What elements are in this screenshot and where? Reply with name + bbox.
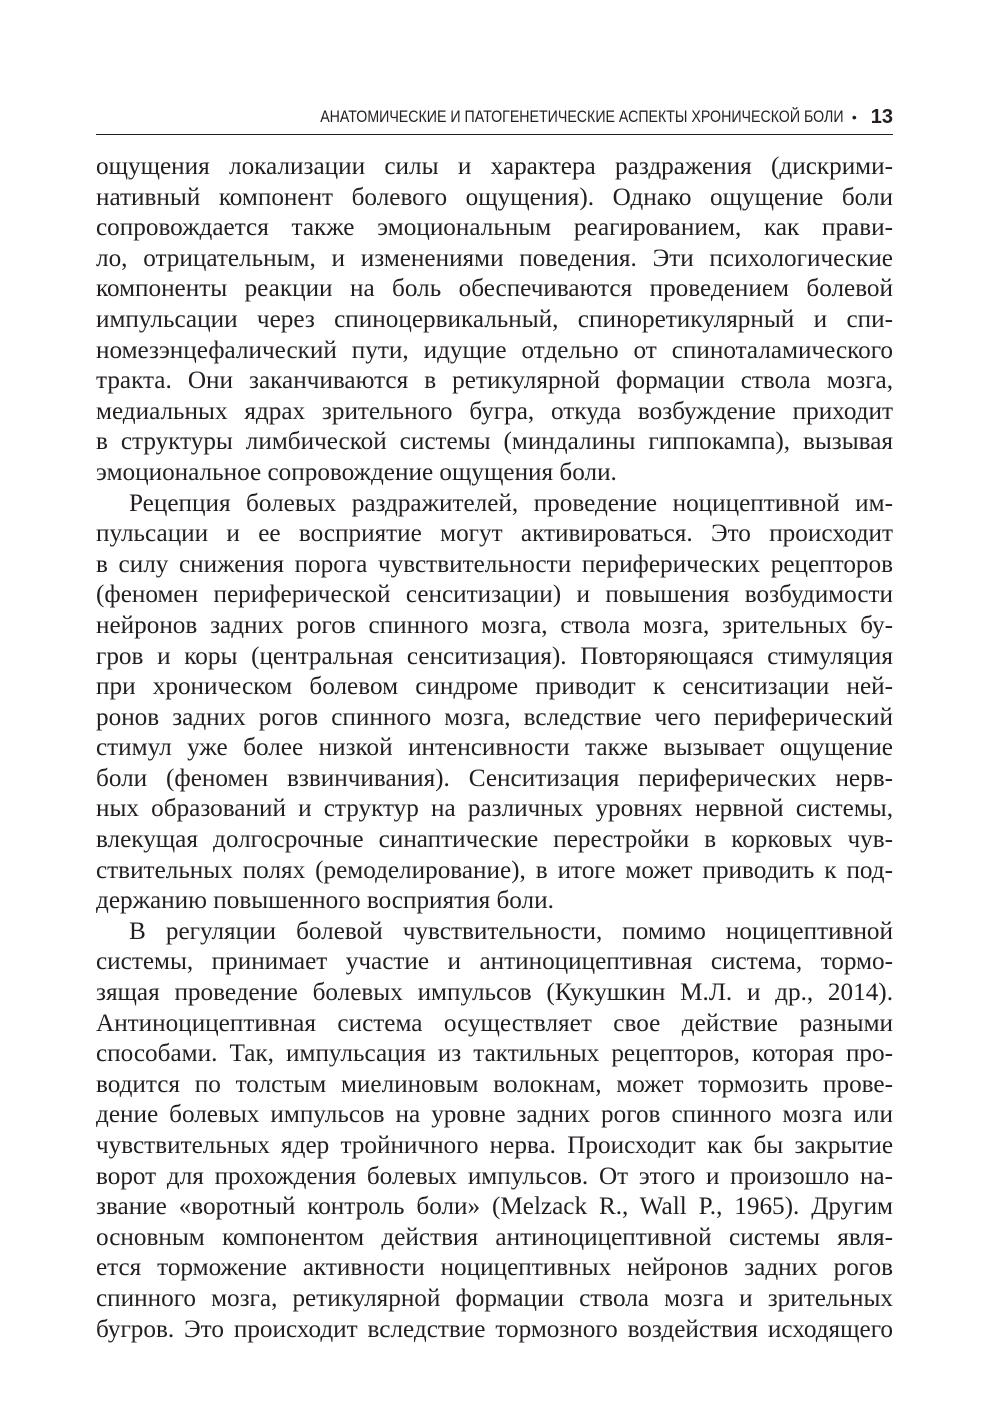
text-line: звание «воротный контроль боли» (Melzack R., Wall P., 1965). Другим bbox=[96, 1193, 893, 1221]
text-line: зящая проведение болевых импульсов (Кукушкин М.Л. и др., 2014). bbox=[96, 979, 893, 1007]
text-line: держанию повышенного восприятия боли. bbox=[96, 887, 554, 915]
text-line: при хроническом болевом синдроме приводит к сенситизации ней- bbox=[96, 673, 893, 701]
text-line: в структуры лимбической системы (миндалины гиппокампа), вызывая bbox=[96, 428, 893, 456]
text-line: нативный компонент болевого ощущения). Однако ощущение боли bbox=[96, 183, 893, 211]
text-line: импульсации через спиноцервикальный, спиноретикулярный и спи- bbox=[96, 305, 893, 333]
text-line: влекущая долгосрочные синаптические перестройки в корковых чув- bbox=[96, 826, 893, 854]
running-header-title: АНАТОМИЧЕСКИЕ И ПАТОГЕНЕТИЧЕСКИЕ АСПЕКТЫ ХРОНИЧЕСКОЙ БОЛИ bbox=[320, 107, 844, 126]
text-line: спинного мозга, ретикулярной формации ствола мозга и зрительных bbox=[96, 1284, 893, 1312]
text-line: ных образований и структур на различных уровнях нервной системы, bbox=[96, 795, 893, 823]
text-line: чувствительных ядер тройничного нерва. Происходит как бы закрытие bbox=[96, 1132, 893, 1159]
text-line: ло, отрицательным, и изменениями поведения. Эти психологические bbox=[96, 244, 893, 272]
text-line: сопровождается также эмоциональным реагированием, как прави- bbox=[96, 214, 893, 242]
text-line: В регуляции болевой чувствительности, помимо ноцицептивной bbox=[129, 917, 893, 945]
text-line: гров и коры (центральная сенситизация). Повторяющаяся стимуляция bbox=[96, 642, 893, 670]
text-line: (феномен периферической сенситизации) и повышения возбудимости bbox=[96, 581, 893, 609]
text-line: Антиноцицептивная система осуществляет свое действие разными bbox=[96, 1009, 893, 1037]
text-line: ствительных полях (ремоделирование), в итоге может приводить к под- bbox=[96, 856, 893, 884]
text-line: компоненты реакции на боль обеспечиваются проведением болевой bbox=[96, 275, 893, 303]
text-line: боли (феномен взвинчивания). Сенситизация периферических нерв- bbox=[96, 764, 893, 792]
text-line: медиальных ядрах зрительного бугра, откуда возбуждение приходит bbox=[96, 397, 893, 425]
text-line: номезэнцефалический пути, идущие отдельно от спиноталамического bbox=[96, 336, 893, 364]
bullet-separator: • bbox=[851, 109, 857, 125]
text-line: способами. Так, импульсация из тактильных рецепторов, которая про- bbox=[96, 1040, 893, 1068]
text-line: нейронов задних рогов спинного мозга, ствола мозга, зрительных бу- bbox=[96, 611, 893, 639]
text-line: водится по толстым миелиновым волокнам, может тормозить прове- bbox=[96, 1070, 893, 1098]
text-line: эмоциональное сопровождение ощущения боли. bbox=[96, 458, 617, 486]
text-line: дение болевых импульсов на уровне задних рогов спинного мозга или bbox=[96, 1101, 893, 1129]
text-line: стимул уже более низкой интенсивности также вызывает ощущение bbox=[96, 734, 893, 762]
paragraph bbox=[96, 917, 893, 1345]
body-text bbox=[96, 152, 893, 1345]
text-line: пульсации и ее восприятие могут активироваться. Это происходит bbox=[96, 520, 893, 548]
text-line: системы, принимает участие и антиноцицептивная система, тормо- bbox=[96, 948, 893, 976]
text-line: Рецепция болевых раздражителей, проведение ноцицептивной им- bbox=[129, 489, 893, 517]
text-line: ворот для прохождения болевых импульсов. От этого и произошло на- bbox=[96, 1162, 893, 1190]
text-line: ется торможение активности ноцицептивных нейронов задних рогов bbox=[96, 1254, 893, 1282]
page-number: 13 bbox=[870, 105, 893, 128]
text-line: ощущения локализации силы и характера раздражения (дискрими- bbox=[96, 153, 893, 180]
text-line: основным компонентом действия антиноцицептивной системы явля- bbox=[96, 1223, 893, 1251]
text-line: бугров. Это происходит вследствие тормозного воздействия исходящего bbox=[96, 1315, 893, 1343]
text-line: в силу снижения порога чувствительности периферических рецепторов bbox=[96, 550, 893, 578]
running-header bbox=[96, 100, 893, 135]
paragraph bbox=[96, 152, 893, 489]
paragraph bbox=[96, 489, 893, 917]
text-line: тракта. Они заканчиваются в ретикулярной формации ствола мозга, bbox=[96, 367, 893, 395]
text-line: ронов задних рогов спинного мозга, вследствие чего периферический bbox=[96, 703, 893, 731]
